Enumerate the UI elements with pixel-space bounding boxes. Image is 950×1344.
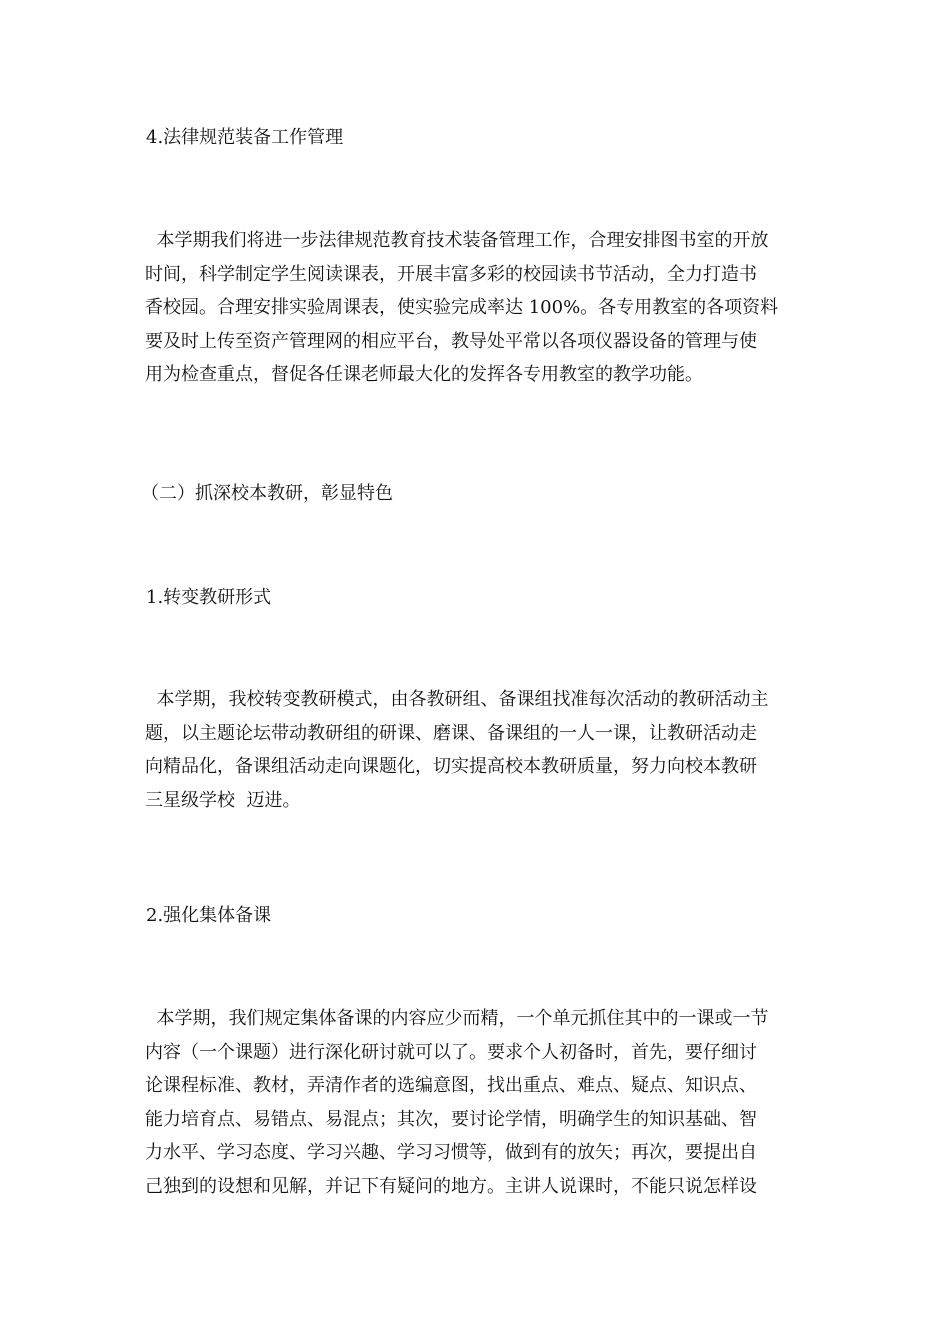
section-heading-research-form: 1.转变教研形式 xyxy=(146,587,272,608)
section-heading-collective-lesson-prep: 2.强化集体备课 xyxy=(146,905,272,926)
paragraph-line: 本学期，我们规定集体备课的内容应少而精，一个单元抓住其中的一课或一节 xyxy=(145,1008,769,1029)
section-heading-equipment-management: 4.法律规范装备工作管理 xyxy=(146,127,344,148)
paragraph-equipment-management xyxy=(145,224,810,392)
paragraph-line: 时间，科学制定学生阅读课表，开展丰富多彩的校园读书节活动，全力打造书 xyxy=(145,263,757,285)
paragraph-line: 论课程标准、教材，弄清作者的选编意图，找出重点、难点、疑点、知识点、 xyxy=(145,1075,757,1096)
paragraph-line: 向精品化，备课组活动走向课题化，切实提高校本教研质量，努力向校本教研 xyxy=(145,756,757,777)
section-heading-school-research: （二）抓深校本教研，彰显特色 xyxy=(141,483,393,504)
paragraph-line: 三星级学校 迈进。 xyxy=(145,789,301,811)
paragraph-line: 本学期，我校转变教研模式，由各教研组、备课组找准每次活动的教研活动主 xyxy=(145,689,769,710)
paragraph-line: 己独到的设想和见解，并记下有疑问的地方。主讲人说课时，不能只说怎样设 xyxy=(145,1175,757,1197)
paragraph-line: 香校园。合理安排实验周课表，使实验完成率达 100%。各专用教室的各项资料 xyxy=(145,297,779,318)
paragraph-line: 能力培育点、易错点、易混点；其次，要讨论学情，明确学生的知识基础、智 xyxy=(145,1108,757,1130)
paragraph-line: 内容（一个课题）进行深化研讨就可以了。要求个人初备时，首先，要仔细讨 xyxy=(145,1041,757,1063)
paragraph-line: 用为检查重点，督促各任课老师最大化的发挥各专用教室的教学功能。 xyxy=(145,364,703,385)
paragraph-research-form xyxy=(145,683,810,817)
paragraph-collective-lesson-prep xyxy=(145,1002,810,1203)
paragraph-line: 题，以主题论坛带动教研组的研课、磨课、备课组的一人一课，让教研活动走 xyxy=(145,722,757,744)
paragraph-line: 力水平、学习态度、学习兴趣、学习习惯等，做到有的放矢；再次，要提出自 xyxy=(145,1142,757,1163)
paragraph-line: 要及时上传至资产管理网的相应平台，教导处平常以各项仪器设备的管理与使 xyxy=(145,330,757,352)
paragraph-line: 本学期我们将进一步法律规范教育技术装备管理工作，合理安排图书室的开放 xyxy=(145,230,769,251)
